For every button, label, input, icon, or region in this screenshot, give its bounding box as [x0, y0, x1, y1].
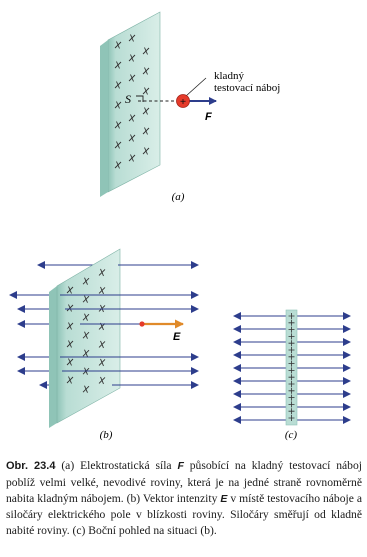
caption-text-3: v místě testovacího náboje a siločáry elektrického pole v blízkosti roviny. Siločáry směřují od kladně nabité roviny. (c) Boční pohled na situaci (b). [6, 491, 362, 538]
panel-a-label: (a) [171, 191, 185, 203]
charge-leader-line [186, 78, 206, 96]
plate-edge-a [100, 40, 108, 197]
test-charge-symbol: + [179, 96, 187, 108]
panel-b [10, 249, 198, 441]
caption-text-2: působící na kladný testovací náboj poblíž velmi velké, nevodivé roviny, která je na jedné straně rovnoměrně nabita kladným nábojem. (b) Vektor intenzity [6, 459, 362, 505]
field-label: E [173, 331, 181, 343]
charge-label-line2: testovací náboj [214, 82, 281, 94]
charged-plate-a [108, 12, 160, 192]
caption-vector-f: F [177, 460, 184, 472]
charge-label-line1: kladný [214, 70, 244, 82]
caption-text-1: (a) Elektrostatická síla [55, 459, 178, 472]
figure-caption [6, 458, 362, 539]
surface-label: S [125, 92, 131, 106]
test-charge-b [139, 321, 144, 326]
panel-c-label: (c) [284, 429, 298, 441]
plate-edge-b [49, 286, 57, 428]
panel-b-label: (b) [99, 429, 113, 441]
caption-vector-e: E [220, 492, 228, 505]
caption-number: Obr. 23.4 [6, 460, 56, 472]
force-label: F [205, 111, 212, 123]
charged-plate-b [57, 249, 120, 423]
panel-a [100, 12, 280, 203]
panel-c [234, 310, 350, 441]
